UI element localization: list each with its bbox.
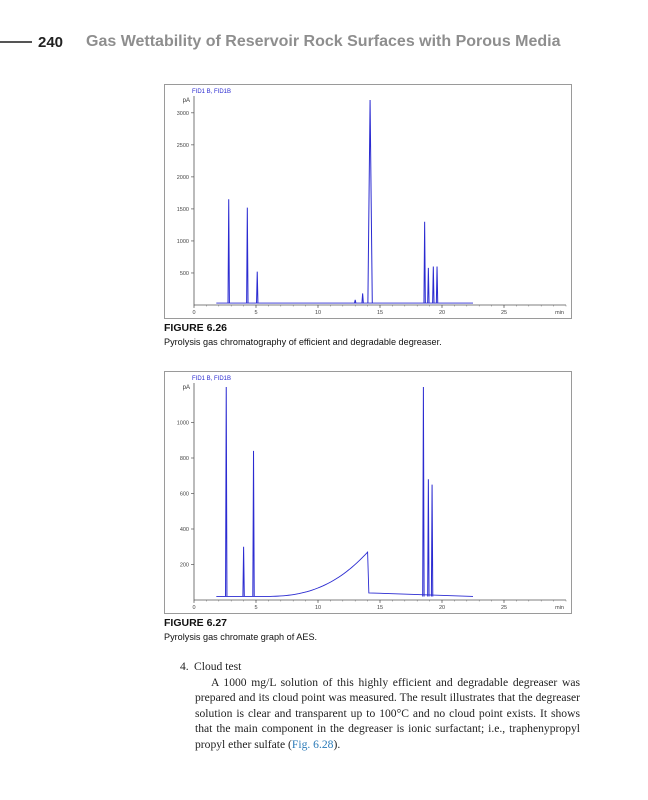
- x-tick-label: 10: [314, 605, 322, 611]
- y-tick-label: 1000: [176, 238, 189, 245]
- cloud-test-paragraph: [195, 675, 580, 753]
- y-axis-label: pA: [182, 385, 190, 391]
- y-tick-label: 600: [179, 491, 189, 498]
- x-tick-label: 25: [500, 605, 508, 611]
- chromatogram-6-26: [164, 84, 572, 319]
- x-tick-label: 5: [254, 605, 258, 611]
- x-tick-label: 10: [314, 310, 322, 316]
- y-axis-label: pA: [182, 98, 190, 104]
- x-tick-label: 20: [438, 310, 446, 316]
- chromatogram-6-27: [164, 371, 572, 614]
- header-rule: [0, 41, 32, 43]
- y-tick-label: 2000: [176, 174, 189, 181]
- page-number: 240: [38, 34, 64, 51]
- x-tick-label: 25: [500, 310, 508, 316]
- x-axis-label: min: [555, 605, 564, 611]
- x-tick-label: 0: [192, 605, 196, 611]
- chart-svg-6-26: [164, 84, 572, 319]
- list-item-title-text: Cloud test: [194, 660, 242, 673]
- y-tick-label: 800: [179, 456, 189, 462]
- y-tick-label: 1500: [176, 206, 189, 213]
- y-tick-label: 200: [179, 562, 189, 569]
- figure-6-28-link[interactable]: Fig. 6.28: [291, 737, 334, 751]
- numbered-list: [180, 659, 580, 753]
- x-tick-label: 15: [376, 605, 384, 611]
- chart-title: FID1 B, FID1B: [192, 89, 232, 95]
- y-tick-label: 1000: [176, 420, 189, 427]
- figure-6-27-label: FIGURE 6.27: [164, 617, 228, 629]
- y-tick-label: 2500: [176, 142, 189, 149]
- figure-6-27-caption: Pyrolysis gas chromate graph of AES.: [164, 632, 318, 643]
- y-tick-label: 400: [179, 527, 189, 533]
- list-item-title: [180, 659, 580, 675]
- running-title: Gas Wettability of Reservoir Rock Surfaces with Porous Media: [86, 33, 561, 50]
- list-item-number: 4.: [180, 660, 189, 673]
- figure-6-26-label: FIGURE 6.26: [164, 322, 228, 334]
- paragraph-end: ).: [333, 737, 341, 751]
- figure-6-26-caption: Pyrolysis gas chromatography of efficient and degradable degreaser.: [164, 337, 442, 348]
- y-tick-label: 3000: [176, 110, 189, 117]
- x-tick-label: 5: [254, 310, 258, 316]
- x-axis-label: min: [555, 310, 564, 316]
- chart-svg-6-27: [164, 371, 572, 614]
- x-tick-label: 15: [376, 310, 384, 316]
- x-tick-label: 0: [192, 310, 196, 316]
- x-tick-label: 20: [438, 605, 446, 611]
- y-tick-label: 500: [179, 270, 189, 277]
- paragraph-text: A 1000 mg/L solution of this highly efficient and degradable degreaser was prepared and its cloud point was measured. The result illustrates that the degreaser solution is clear and transparent up to 100°C and no cloud point exists. It shows that the main component in the degreaser is ionic surfactant; i.e., traphenypropyl propyl ether sulfate (: [195, 675, 580, 751]
- chart-title: FID1 B, FID1B: [192, 376, 232, 382]
